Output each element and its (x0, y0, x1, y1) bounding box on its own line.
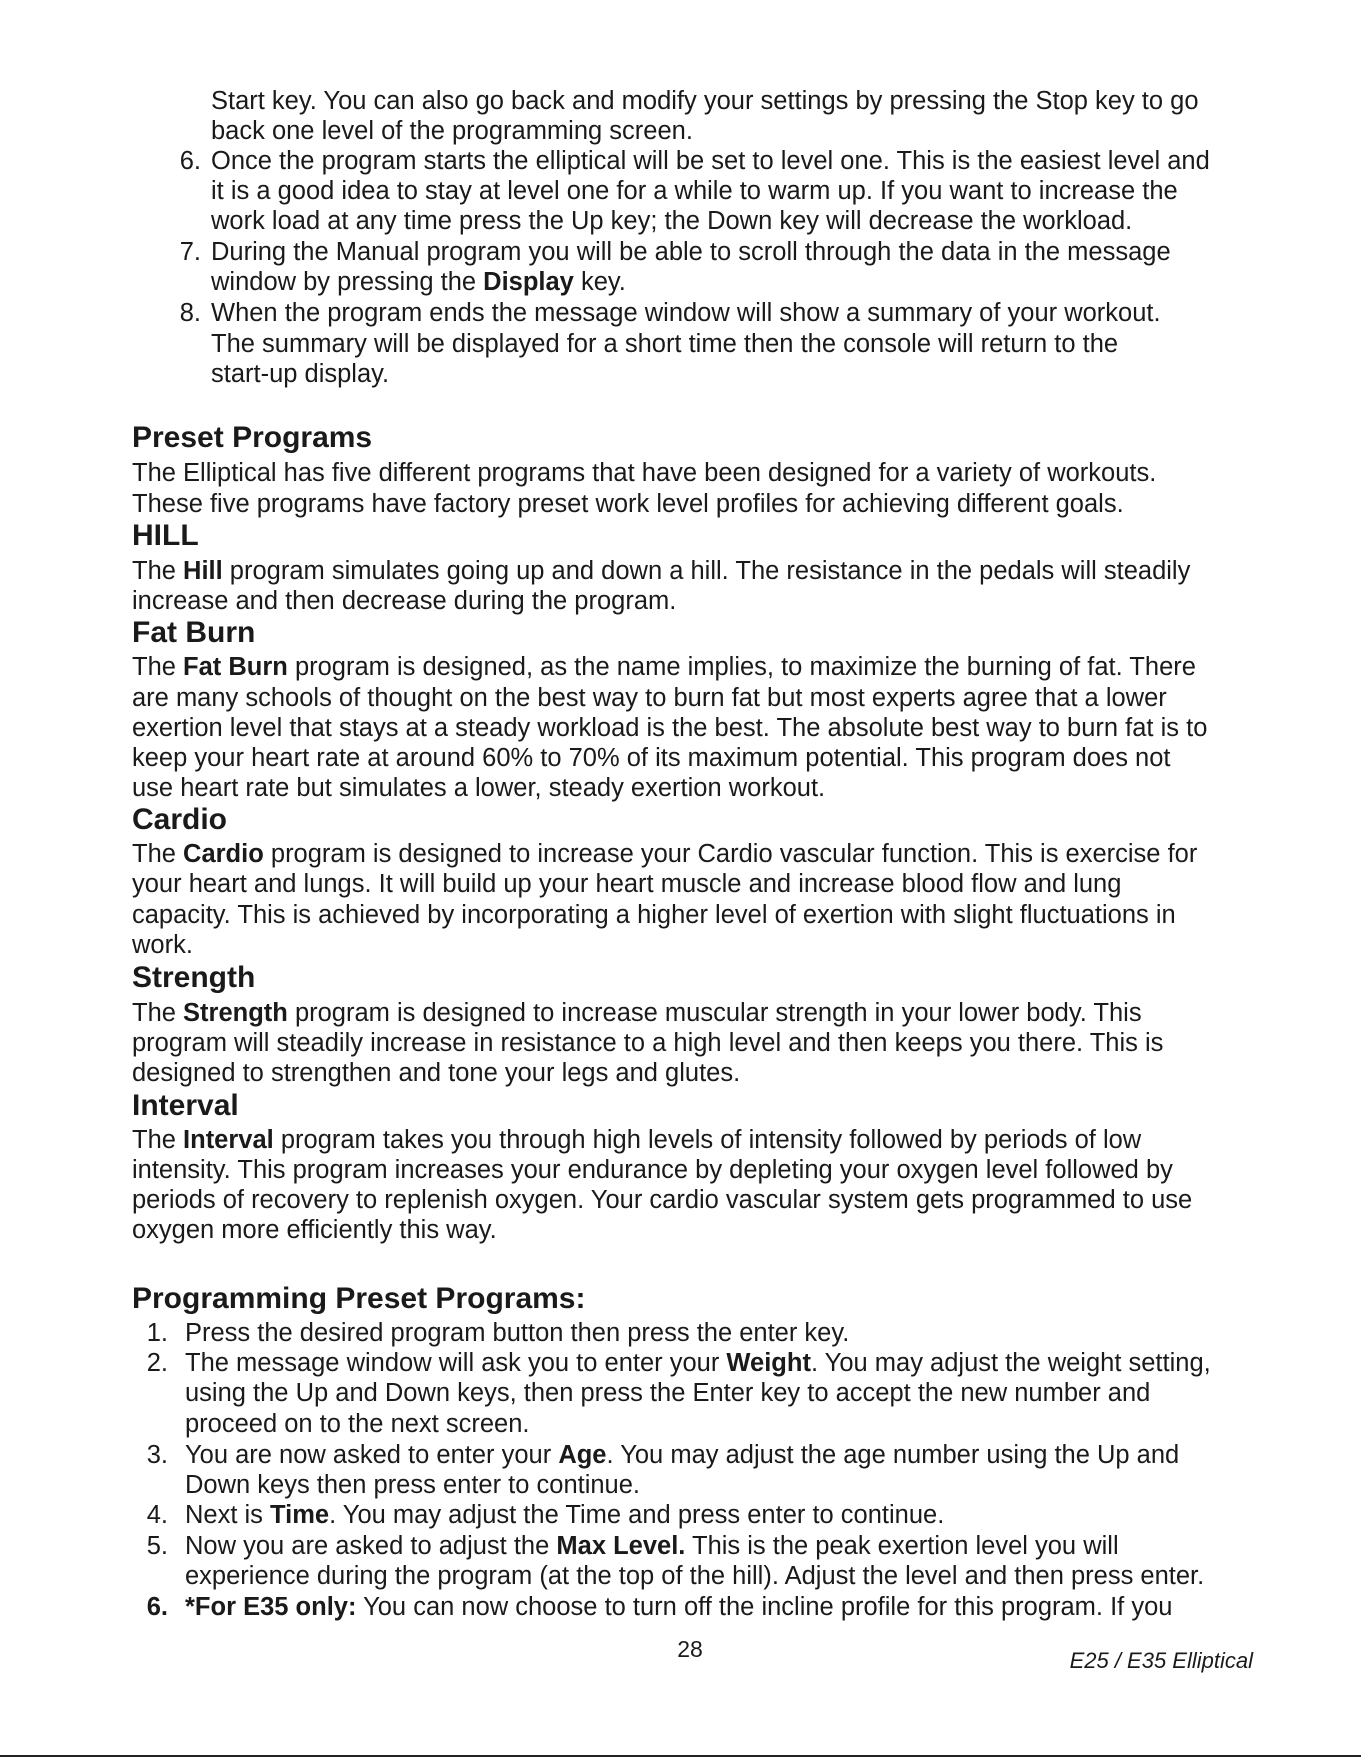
text-run: The (132, 840, 184, 868)
paragraph-line: designed to strengthen and tone your legs and glutes. (132, 1059, 741, 1087)
step-5-line-1 (185, 1531, 1119, 1561)
text-run: program is designed to increase muscular strength in your lower body. This (287, 999, 1142, 1027)
text-run: . You may adjust the Time and press enter to continue. (329, 1501, 945, 1529)
step-4-line (185, 1500, 944, 1530)
list-number: 6. (179, 147, 201, 175)
paragraph-line (132, 652, 1196, 682)
step-2-line-3: proceed on to the next screen. (185, 1410, 530, 1438)
paragraph-line: The Elliptical has five different programs that have been designed for a variety of workouts. (132, 459, 1157, 487)
bold-term-time: Time (270, 1501, 330, 1529)
text-run: program is designed, as the name implies, to maximize the burning of fat. There (287, 653, 1196, 681)
text-run: . You may adjust the weight setting, (810, 1349, 1211, 1377)
text-run: You can now choose to turn off the incline profile for this program. If you (356, 1593, 1173, 1621)
text-run: key. (573, 268, 626, 296)
paragraph-line: exertion level that stays at a steady workload is the best. The absolute best way to burn fat is to (132, 714, 1208, 742)
text-run: program is designed to increase your Cardio vascular function. This is exercise for (263, 840, 1198, 868)
step-5-line-2: experience during the program (at the top of the hill). Adjust the level and then press enter. (185, 1562, 1205, 1590)
bold-term-fat-burn: Fat Burn (183, 653, 288, 681)
paragraph-line: keep your heart rate at around 60% to 70% of its maximum potential. This program does not (132, 744, 1171, 772)
text-run: Now you are asked to adjust the (185, 1532, 557, 1560)
list-item-8-line-2: The summary will be displayed for a short time then the console will return to the (211, 330, 1119, 358)
list-item-7-line-2 (211, 267, 626, 297)
paragraph-line: capacity. This is achieved by incorporating a higher level of exertion with slight fluctuations in (132, 901, 1176, 929)
subheading-strength: Strength (132, 961, 256, 994)
list-number: 2. (146, 1349, 168, 1377)
paragraph-line: periods of recovery to replenish oxygen. Your cardio vascular system gets programmed to use (132, 1186, 1193, 1214)
intro-line-2: back one level of the programming screen. (211, 117, 693, 145)
paragraph-line: intensity. This program increases your endurance by depleting your oxygen level followed by (132, 1156, 1173, 1184)
text-run: The message window will ask you to enter your (185, 1349, 727, 1377)
list-number: 6. (146, 1593, 168, 1621)
text-run: The (132, 999, 184, 1027)
section-heading-programming-preset-programs: Programming Preset Programs: (132, 1282, 586, 1315)
list-item-7-line-1: During the Manual program you will be able to scroll through the data in the message (211, 238, 1171, 266)
text-run: The (132, 653, 184, 681)
text-run: program takes you through high levels of intensity followed by periods of low (273, 1126, 1142, 1154)
list-number: 7. (179, 238, 201, 266)
footer-title: E25 / E35 Elliptical (1069, 1648, 1253, 1673)
text-run: . You may adjust the age number using the Up and (606, 1441, 1180, 1469)
text-run: The (132, 1126, 184, 1154)
paragraph-line (132, 998, 1142, 1028)
paragraph-line (132, 1125, 1141, 1155)
list-number: 5. (146, 1532, 168, 1560)
step-2-line-1 (185, 1348, 1211, 1378)
paragraph-line: program will steadily increase in resistance to a high level and then keeps you there. This is (132, 1029, 1164, 1057)
intro-line-1: Start key. You can also go back and modify your settings by pressing the Stop key to go (211, 87, 1199, 115)
paragraph-line: work. (132, 931, 193, 959)
paragraph-line: are many schools of thought on the best way to burn fat but most experts agree that a lower (132, 684, 1167, 712)
text-run: window by pressing the (211, 268, 484, 296)
paragraph-line (132, 556, 1190, 586)
list-number: 3. (146, 1441, 168, 1469)
bold-term-strength: Strength (183, 999, 288, 1027)
list-number: 4. (146, 1501, 168, 1529)
paragraph-line: use heart rate but simulates a lower, steady exertion workout. (132, 774, 826, 802)
list-item-8-line-1: When the program ends the message window will show a summary of your workout. (211, 299, 1161, 327)
bold-term-max-level: Max Level. (556, 1532, 686, 1560)
subheading-interval: Interval (132, 1089, 239, 1122)
list-item-6-line-2: it is a good idea to stay at level one for a while to warm up. If you want to increase the (211, 177, 1178, 205)
subheading-cardio: Cardio (132, 803, 228, 836)
paragraph-line: oxygen more efficiently this way. (132, 1216, 497, 1244)
paragraph-line: increase and then decrease during the program. (132, 587, 677, 615)
subheading-fat-burn: Fat Burn (132, 616, 256, 649)
bold-term-hill: Hill (183, 557, 223, 585)
bold-term-cardio: Cardio (183, 840, 264, 868)
step-3-line-2: Down keys then press enter to continue. (185, 1471, 641, 1499)
paragraph-line: your heart and lungs. It will build up your heart muscle and increase blood flow and lung (132, 870, 1122, 898)
list-item-6-line-3: work load at any time press the Up key; the Down key will decrease the workload. (211, 207, 1133, 235)
paragraph-line (132, 839, 1197, 869)
text-run: program simulates going up and down a hill. The resistance in the pedals will steadily (222, 557, 1191, 585)
page-number: 28 (677, 1636, 703, 1662)
subheading-hill: HILL (132, 519, 199, 552)
bottom-rule (0, 1755, 1361, 1757)
bold-term-weight: Weight (726, 1349, 811, 1377)
paragraph-line: These five programs have factory preset work level profiles for achieving different goals. (132, 490, 1124, 518)
step-1-line: Press the desired program button then press the enter key. (185, 1319, 850, 1347)
list-number: 1. (146, 1319, 168, 1347)
section-heading-preset-programs: Preset Programs (132, 421, 373, 454)
bold-term-display: Display (483, 268, 574, 296)
step-2-line-2: using the Up and Down keys, then press the Enter key to accept the new number and (185, 1379, 1151, 1407)
list-item-8-line-3: start-up display. (211, 360, 390, 388)
bold-term-e35-only: *For E35 only: (185, 1593, 357, 1621)
text-run: The (132, 557, 184, 585)
list-item-6-line-1: Once the program starts the elliptical will be set to level one. This is the easiest level and (211, 147, 1210, 175)
bold-term-age: Age (558, 1441, 607, 1469)
step-6-line (185, 1592, 1172, 1622)
text-run: Next is (185, 1501, 271, 1529)
list-number: 8. (179, 299, 201, 327)
bold-term-interval: Interval (183, 1126, 274, 1154)
text-run: You are now asked to enter your (185, 1441, 559, 1469)
step-3-line-1 (185, 1440, 1179, 1470)
text-run: This is the peak exertion level you will (685, 1532, 1119, 1560)
